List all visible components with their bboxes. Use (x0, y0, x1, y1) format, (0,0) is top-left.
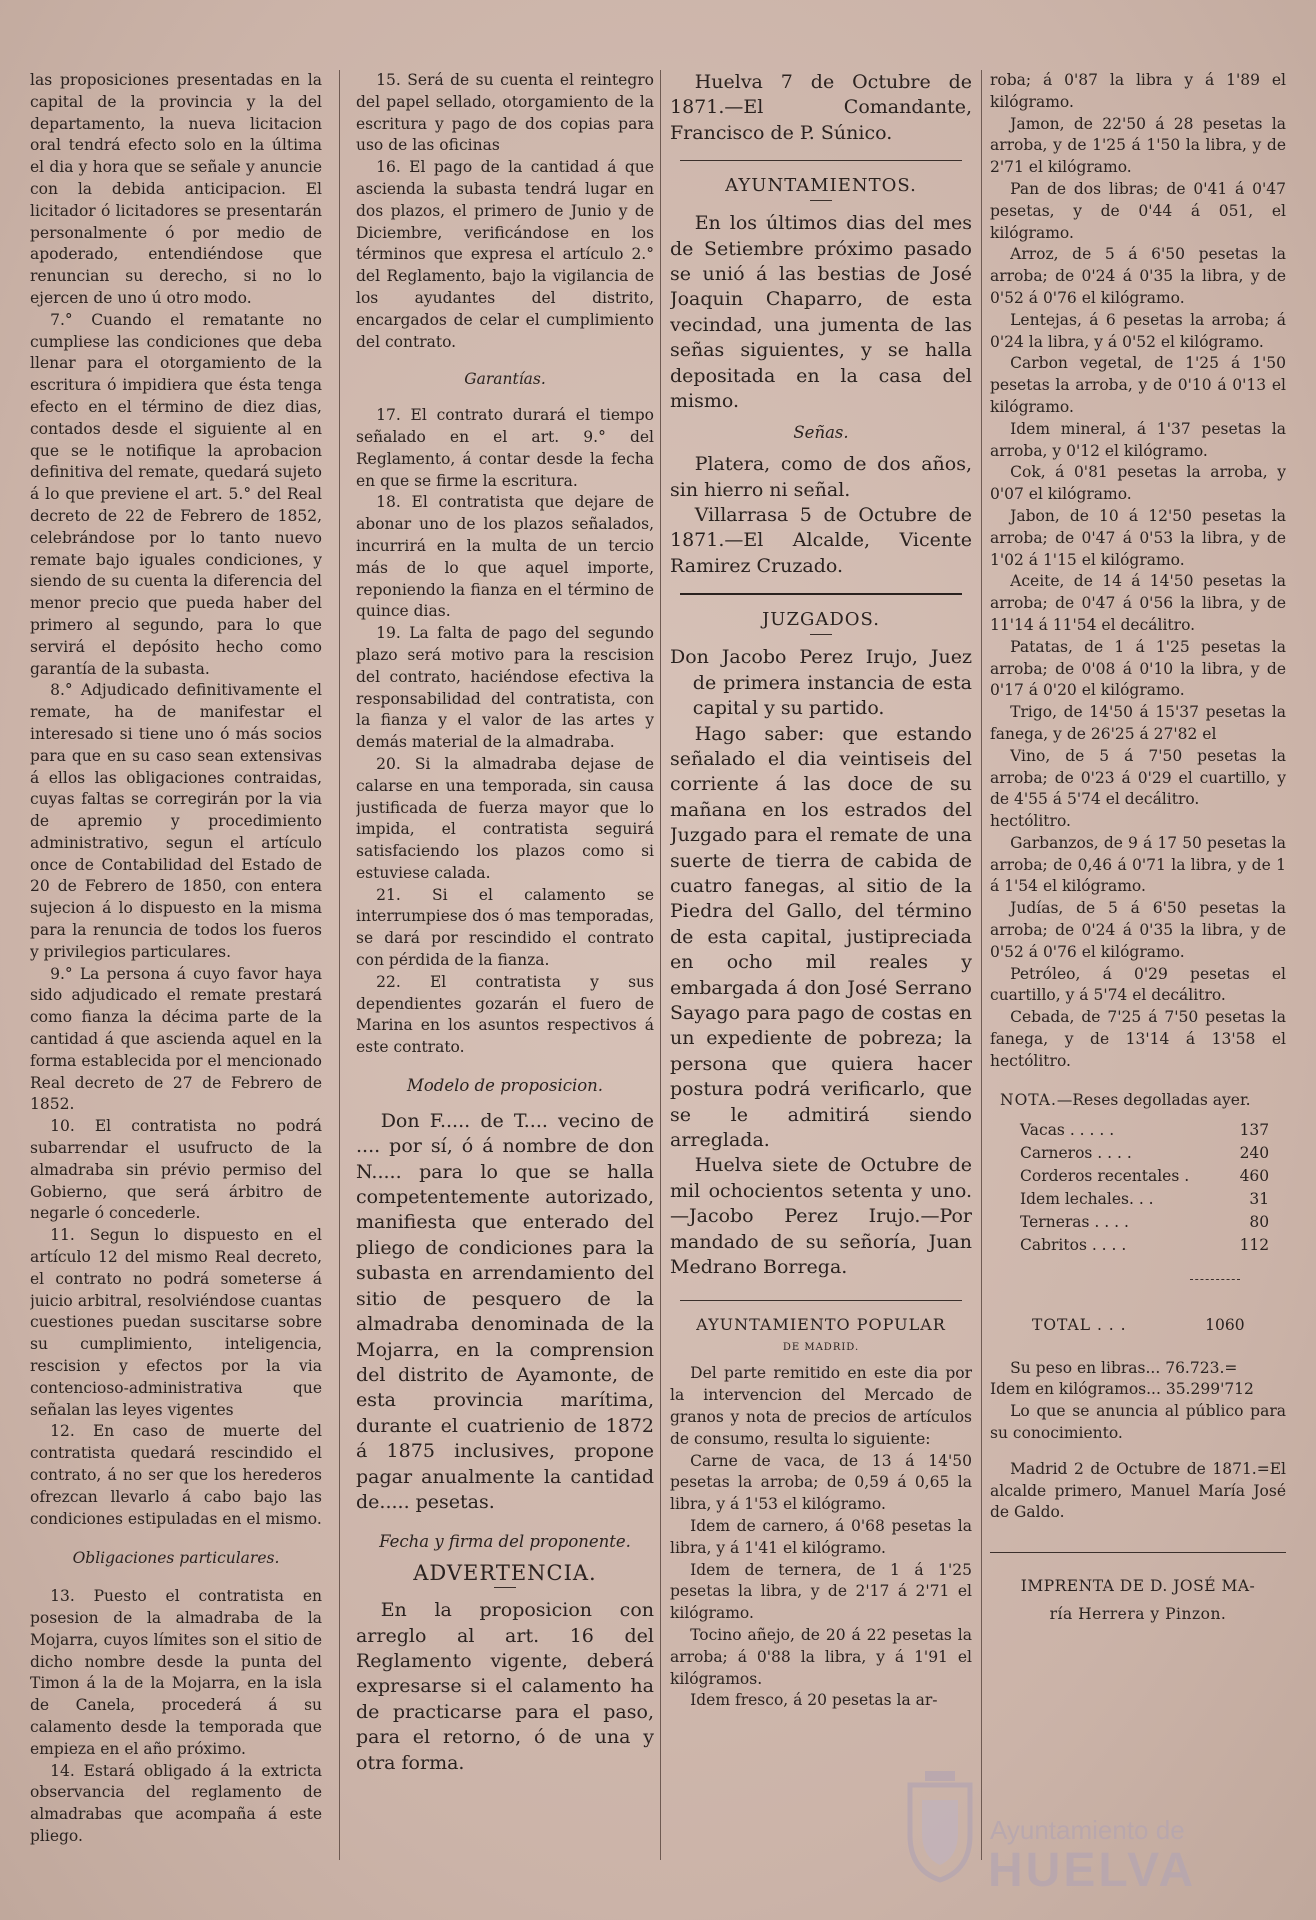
article-12: 12. En caso de muerte del contratista quedará rescindido el contrato, á no ser que los herederos ofrezcan llevarlo á cabo bajo las condiciones estipuladas en el mismo. (30, 1422, 322, 1528)
column-rule (339, 70, 340, 1860)
price-item: Cok, á 0'81 pesetas la arroba, y 0'07 el kilógramo. (990, 463, 1286, 504)
column-1 (30, 70, 322, 1875)
signature-block: Huelva 7 de Octubre de 1871.—El Comandante, Francisco de P. Súnico. (670, 71, 972, 144)
table-cell: 80 (1249, 1212, 1270, 1231)
paragraph: En los últimos dias del mes de Setiembre próximo pasado se unió á las bestias de José Joaquin Chaparro, de esta vecindad, una jumenta de las señas siguientes, y se halla depositada en la casa del mismo. (670, 212, 972, 413)
livestock-table (1020, 1119, 1269, 1257)
table-cell: Idem lechales. . . (1020, 1189, 1154, 1208)
nota-text: —Reses degolladas ayer. (1056, 1090, 1251, 1109)
table-cell: Corderos recentales . (1020, 1166, 1190, 1185)
section-heading: AYUNTAMIENTO POPULAR (696, 1315, 946, 1335)
table-cell: 240 (1239, 1143, 1270, 1162)
model-proposal: Don F..... de T.... vecino de .... por sí, ó á nombre de don N..... para lo que se halla competentemente autorizado, manifiesta que enterado del pliego de condiciones para la subasta en arrendamiento del sitio de pesquero de la almadraba denominada de la Mojarra, en la comprension del distrito de Ayamonte, de esta provincia marítima, durante el cuatrienio de 1872 á 1875 inclusives, propone pagar anualmente la cantidad de..... pesetas. (356, 1109, 654, 1513)
price-item: Idem mineral, á 1'37 pesetas la arroba, y 0'12 el kilógramo. (990, 419, 1286, 460)
table-cell: Carneros . . . . (1020, 1143, 1132, 1162)
price-item: Idem de ternera, de 1 á 1'25 pesetas la libra, y de 2'17 á 2'71 el kilógramo. (670, 1560, 972, 1623)
article-21: 21. Si el calamento se interrumpiese dos ó mas temporadas, se dará por rescindido el contrato con pérdida de la fianza. (356, 885, 654, 970)
table-row (1020, 1234, 1269, 1257)
divider (810, 634, 832, 635)
price-item: Carne de vaca, de 13 á 14'50 pesetas la arroba; de 0,59 á 0,65 la libra, y á 1'53 el kilógramo. (670, 1451, 972, 1514)
article-8: 8.° Adjudicado definitivamente el remate, ha de manifestar el interesado si tiene uno ó más socios para que en su caso sean extensivas á ellos las obligaciones contraidas, cuyas faltas se corregirán por la via de apremio y procedimiento administrativo, segun el artículo once de Contabilidad del Estado de 20 de Febrero de 1850, con entera sujecion á lo dispuesto en la misma para la renuncia de todos los fueros y privilegios particulares. (30, 681, 322, 961)
notice-text: En la proposicion con arreglo al art. 16 del Reglamento vigente, deberá expresarse si el calamento ha de practicarse para el paso, para el retorno, ó de una y otra forma. (356, 1599, 654, 1774)
price-item: Aceite, de 14 á 14'50 pesetas la arroba; de 0'47 á 0'56 la libra, y de 11'14 á 11'54 el decálitro. (990, 572, 1286, 634)
column-4 (990, 70, 1286, 1875)
price-item: Petróleo, á 0'29 pesetas el cuartillo, y á 5'74 el decálitro. (990, 964, 1286, 1005)
section-heading: ADVERTENCIA. (413, 1561, 597, 1586)
column-rule (660, 70, 661, 1860)
divider (810, 200, 832, 201)
article-22: 22. El contratista y sus dependientes gozarán el fuero de Marina en los asuntos respectivos á este contrato. (356, 972, 654, 1057)
watermark-text: HUELVA (988, 1844, 1197, 1897)
article-13: 13. Puesto el contratista en posesion de la almadraba de la Mojarra, cuyos límites son el sitio de dicho nombre desde la punta del Timon á la de la Mojarra, en la isla de Canela, procederá á su calamento desde la temporada que empieza en el año próximo. (30, 1587, 322, 1758)
section-heading: AYUNTAMIENTOS. (725, 175, 917, 197)
price-item: Garbanzos, de 9 á 17 50 pesetas la arroba; de 0,46 á 0'71 la libra, y de 1 á 1'54 el kilógramo. (990, 833, 1286, 896)
section-heading: Garantías. (464, 370, 546, 389)
price-item: Vino, de 5 á 7'50 pesetas la arroba; de 0'23 á 0'29 el cuartillo, y de 4'55 á 5'74 el decálitro. (990, 746, 1286, 809)
divider (680, 160, 962, 161)
price-item: Cebada, de 7'25 á 7'50 pesetas la fanega, y de 13'14 á 13'58 el hectólitro. (990, 1008, 1286, 1070)
price-item: Patatas, de 1 á 1'25 pesetas la arroba; de 0'08 á 0'10 la libra, y de 0'17 á 0'20 el kilógramo. (990, 637, 1286, 700)
table-row (1020, 1165, 1269, 1188)
price-item: Lentejas, á 6 pesetas la arroba; á 0'24 la libra, y á 0'52 el kilógramo. (990, 310, 1286, 351)
divider (990, 1552, 1286, 1553)
paragraph: Don Jacobo Perez Irujo, Juez de primera instancia de esta capital y su partido. (670, 646, 972, 720)
price-item: Idem de carnero, á 0'68 pesetas la libra, y á 1'41 el kilógramo. (670, 1517, 972, 1557)
article-15: 15. Será de su cuenta el reintegro del papel sellado, otorgamiento de la escritura y pago de dos copias para uso de las oficinas (356, 71, 654, 155)
price-item: Carbon vegetal, de 1'25 á 1'50 pesetas la arroba, y de 0'10 á 0'13 el kilógramo. (990, 354, 1286, 416)
price-item: Idem fresco, á 20 pesetas la ar- (690, 1691, 938, 1710)
total-row (1032, 1316, 1286, 1334)
price-item: Judías, de 5 á 6'50 pesetas la arroba; de 0'24 á 0'35 la libra, y de 0'52 á 0'76 el kilógramo. (990, 899, 1286, 961)
crest-icon (900, 1765, 980, 1885)
nota-label: NOTA. (1000, 1090, 1057, 1109)
price-item: Pan de dos libras; de 0'41 á 0'47 pesetas, y de 0'44 á 051, el kilógramo. (990, 179, 1286, 242)
price-item: Jamon, de 22'50 á 28 pesetas la arroba, y de 1'25 á 1'50 la libra, y de 2'71 el kilógramo. (990, 114, 1286, 177)
archive-watermark (900, 1745, 1280, 1895)
table-cell: 112 (1239, 1235, 1270, 1254)
signature-block: Huelva siete de Octubre de mil ochocientos setenta y uno.—Jacobo Perez Irujo.—Por mandado de su señoría, Juan Medrano Borrega. (670, 1154, 972, 1279)
paragraph: Hago saber: que estando señalado el dia veintiseis del corriente á las doce de su mañana en los estrados del Juzgado para el remate de una suerte de tierra de cabida de cuatro fanegas, al sitio de la Piedra del Gallo, del término de esta capital, justipreciada en ocho mil reales y embargada á don José Serrano Sayago para pago de costas en un expediente de pobreza; la persona que quiera hacer postura podrá verificarlo, que se le admitirá siendo arreglada. (670, 722, 972, 1152)
table-cell: Vacas . . . . . (1020, 1120, 1115, 1139)
article-19: 19. La falta de pago del segundo plazo será motivo para la rescision del contrato, haciéndose efectiva la responsabilidad del contratista, con la fianza y el valor de las artes y demás material de la almadraba. (356, 624, 654, 752)
paragraph: las proposiciones presentadas en la capital de la provincia y la del departamento, la nueva licitacion oral tendrá efecto solo en la última el dia y hora que se señale y anuncie con la debida anticipacion. El licitador ó licitadores se presentarán personalmente ó por medio de apoderado, entendiéndose que renuncian su derecho, si no lo ejercen de uno ú otro modo. (30, 71, 322, 307)
paragraph: Lo que se anuncia al público para su conocimiento. (990, 1402, 1286, 1443)
section-heading: Obligaciones particulares. (72, 1549, 280, 1568)
article-17: 17. El contrato durará el tiempo señalado en el art. 9.° del Reglamento, á contar desde la fecha en que se firme la escritura. (356, 406, 654, 490)
column-2 (356, 70, 654, 1875)
watermark-text: Ayuntamiento de (990, 1815, 1185, 1845)
weight-line: Su peso en libras... 76.723.= (1010, 1358, 1238, 1377)
price-item: roba; á 0'87 la libra y á 1'89 el kilógramo. (990, 71, 1286, 111)
article-7: 7.° Cuando el rematante no cumpliese las condiciones que deba llenar para el otorgamiento de la escritura ó impidiera que ésta tenga efecto en el término de diez dias, contados desde el siguiente al en que se le notifique la aprobacion definitiva del remate, quedará sujeto á lo que previene el art. 5.° del Real decreto de 22 de Febrero de 1852, celebrándose por lo tanto nuevo remate bajo iguales condiciones, y siendo de su cuenta la diferencia del menor precio que pueda haber del primero al segundo, para lo que servirá el depósito hecho como garantía de la subasta. (30, 310, 322, 678)
section-subheading: DE MADRID. (782, 1342, 860, 1354)
table-cell: Terneras . . . . (1020, 1212, 1129, 1231)
table-cell: 137 (1239, 1120, 1270, 1139)
nota-heading (1000, 1091, 1286, 1109)
signature-line: Fecha y firma del proponente. (379, 1532, 631, 1552)
table-cell: Cabritos . . . . (1020, 1235, 1127, 1254)
paragraph: Del parte remitido en este dia por la intervencion del Mercado de granos y nota de precios de artículos de consumo, resulta lo siguiente: (670, 1364, 972, 1448)
divider (680, 1300, 962, 1301)
signature-block: Madrid 2 de Octubre de 1871.=El alcalde primero, Manuel María José de Galdo. (990, 1459, 1286, 1522)
table-row (1020, 1211, 1269, 1234)
printer-imprint: ría Herrera y Pinzon. (1049, 1605, 1227, 1624)
table-row (1020, 1188, 1269, 1211)
table-row (1020, 1142, 1269, 1165)
weight-line: Idem en kilógramos... 35.299'712 (990, 1380, 1254, 1399)
article-16: 16. El pago de la cantidad á que ascienda la subasta tendrá lugar en dos plazos, el primero de Junio y de Diciembre, verificándose en los términos que expresa el artículo 2.° del Reglamento, bajo la vigilancia de los ayudantes del distrito, encargados de celar el cumplimiento del contrato. (356, 158, 654, 351)
paragraph: Platera, como de dos años, sin hierro ni señal. (670, 453, 972, 501)
article-10: 10. El contratista no podrá subarrendar el usufructo de la almadraba sin prévio permiso del Gobierno, que será árbitro de negarle ó concederle. (30, 1117, 322, 1223)
column-rule (981, 70, 982, 1860)
article-9: 9.° La persona á cuyo favor haya sido adjudicado el remate prestará como fianza la décima parte de la cantidad á que ascienda aquel en la forma establecida por el mencionado Real decreto de 27 de Febrero de 1852. (30, 964, 322, 1114)
article-20: 20. Si la almadraba dejase de calarse en una temporada, sin causa justificada de fuerza mayor que lo impida, el contratista seguirá satisfaciendo los plazos como si estuviese calada. (356, 754, 654, 882)
table-cell: 460 (1239, 1166, 1270, 1185)
total-value: 1060 (1205, 1315, 1245, 1334)
article-18: 18. El contratista que dejare de abonar uno de los plazos señalados, incurrirá en la multa de un tercio más de lo que aquel importe, reponiendo la fianza en el término de quince dias. (356, 493, 654, 621)
table-cell: 31 (1249, 1189, 1270, 1208)
section-heading: Modelo de proposicion. (406, 1076, 604, 1096)
printer-imprint: IMPRENTA DE D. JOSÉ MA- (1020, 1577, 1256, 1596)
column-3 (670, 70, 972, 1875)
sum-rule (1190, 1279, 1240, 1280)
table-row (1020, 1119, 1269, 1142)
section-heading: JUZGADOS. (762, 609, 880, 631)
price-item: hectólitro. (990, 812, 1071, 831)
price-item: Tocino añejo, de 20 á 22 pesetas la arroba; á 0'88 la libra, y á 1'91 el kilógramos. (670, 1626, 972, 1688)
price-item: Trigo, de 14'50 á 15'37 pesetas la fanega, y de 26'25 á 27'82 el (990, 703, 1286, 743)
section-heading: Señas. (793, 423, 849, 443)
divider (494, 1587, 516, 1588)
article-14: 14. Estará obligado á la extricta observancia del reglamento de almadrabas que acompaña á este pliego. (30, 1761, 322, 1845)
total-label: TOTAL . . . (1032, 1315, 1127, 1334)
price-item: Jabon, de 10 á 12'50 pesetas la arroba; de 0'47 á 0'53 la libra, y de 1'02 á 1'15 el kilógramo. (990, 506, 1286, 569)
price-item: Arroz, de 5 á 6'50 pesetas la arroba; de 0'24 á 0'35 la libra, y de 0'52 á 0'76 el kilógramo. (990, 245, 1286, 307)
article-11: 11. Segun lo dispuesto en el artículo 12 del mismo Real decreto, el contrato no podrá someterse á juicio arbitral, resolviéndose cuantas cuestiones puedan suscitarse sobre su cumplimiento, inteligencia, rescision y efectos por la via contencioso-administrativa que señalan las leyes vigentes (30, 1226, 322, 1419)
signature-block: Villarrasa 5 de Octubre de 1871.—El Alcalde, Vicente Ramirez Cruzado. (670, 504, 972, 577)
divider (680, 593, 962, 595)
